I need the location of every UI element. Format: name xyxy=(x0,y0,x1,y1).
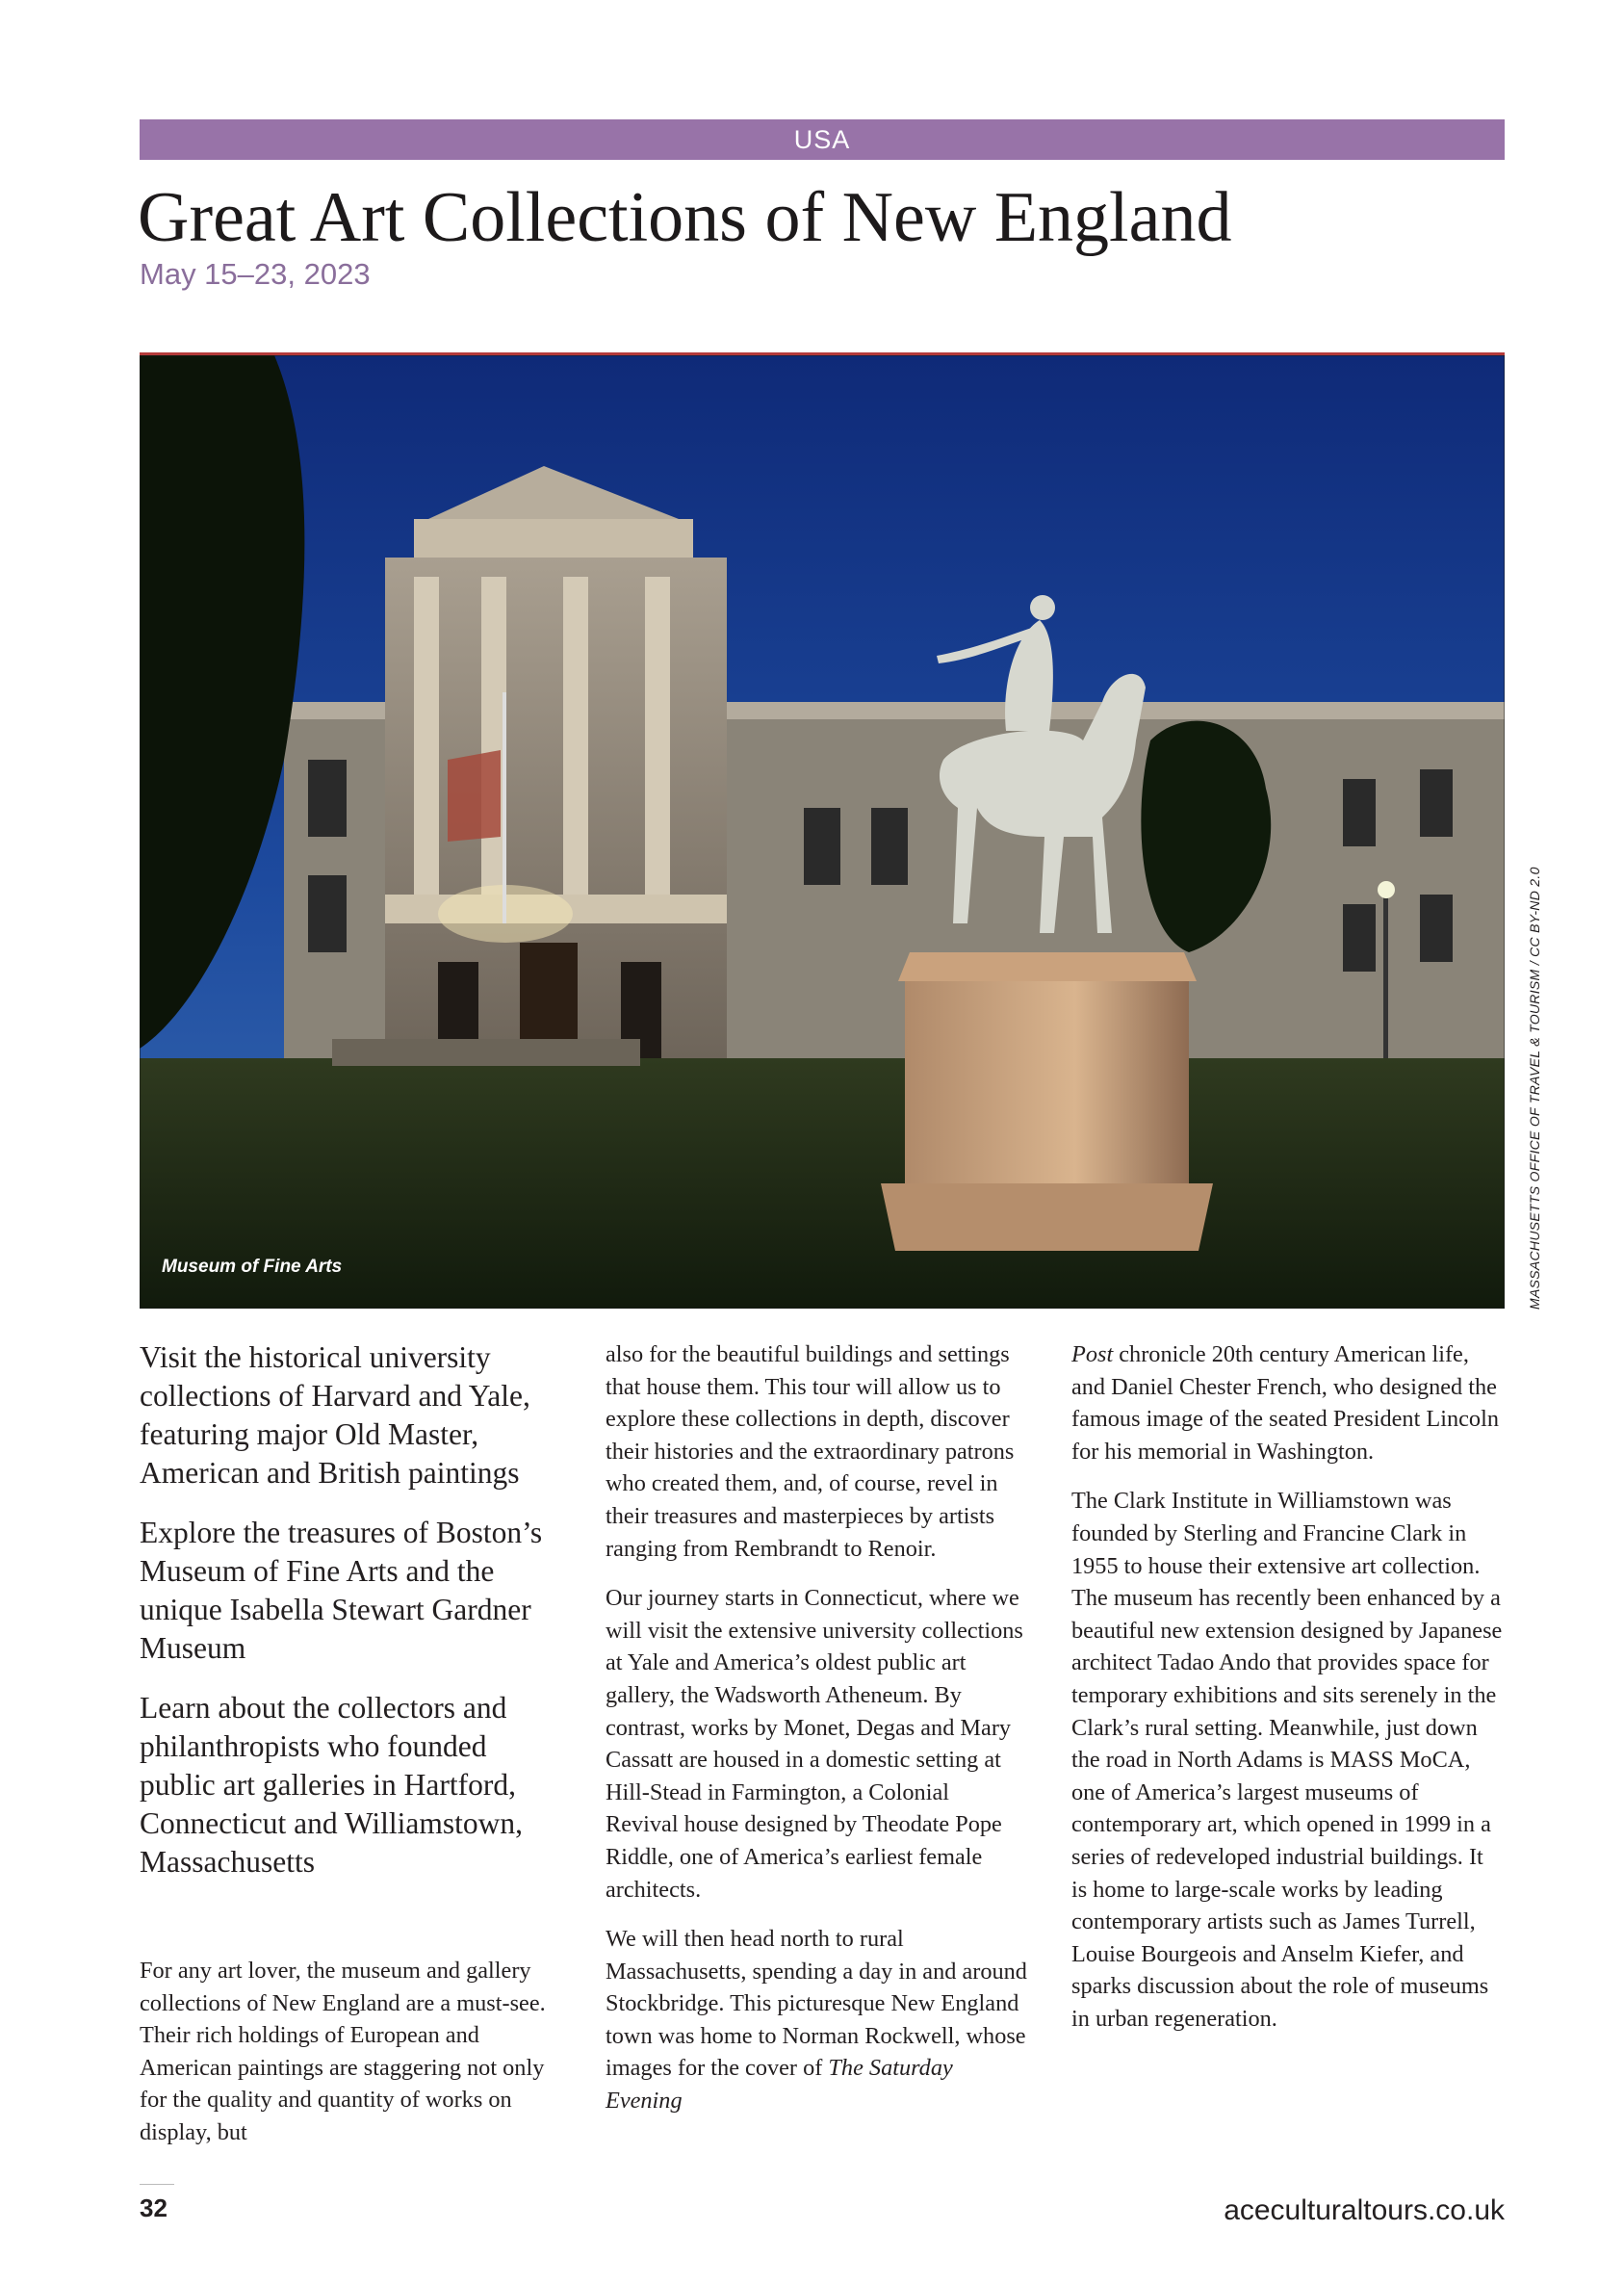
col3-paragraph-1-text: chronicle 20th century American life, and Daniel Chester French, who designed the famous image of the seated President Lincoln for his memorial in Washington. xyxy=(1071,1341,1499,1465)
museum-photo xyxy=(140,352,1505,1309)
region-band xyxy=(140,119,1505,160)
col3-paragraph-2: The Clark Institute in Williamstown was founded by Sterling and Francine Clark in 1955 to house their extensive art collection. The museum has recently been enhanced by a beautiful new extension designed by Japanese architect Tadao Ando that provides space for temporary exhibitions and sits serenely in the Clark’s rural setting. Meanwhile, just down the road in North Adams is MASS MoCA, one of America’s largest museums of contemporary art, which opened in 1999 in a series of redeveloped industrial buildings. It is home to large-scale works by leading contemporary artists such as James Turrell, Louise Bourgeois and Anselm Kiefer, and sparks discussion about the role of museums in urban regeneration. xyxy=(1071,1488,1503,2032)
museum-photo-illustration xyxy=(140,355,1505,1309)
magazine-title-end: Post xyxy=(1071,1341,1114,1367)
col3-paragraph-1 xyxy=(1071,1338,1505,1467)
footer-rule xyxy=(140,2184,174,2185)
highlight-3: Learn about the collectors and philanthropists who founded public art galleries in Hartford, Connecticut and Williamstown, Massachusetts xyxy=(140,1691,523,1879)
column-3 xyxy=(1071,1338,1505,2052)
tour-dates: May 15–23, 2023 xyxy=(140,257,371,291)
page-number: 32 xyxy=(140,2193,168,2222)
highlight-2: Explore the treasures of Boston’s Museum of Fine Arts and the unique Isabella Stewart Gardner Museum xyxy=(140,1516,543,1665)
col2-paragraph-2: Our journey starts in Connecticut, where we will visit the extensive university collections at Yale and America’s oldest public art gallery, the Wadsworth Atheneum. By contrast, works by Monet, Degas and Mary Cassatt are housed in a domestic setting at Hill-Stead in Farmington, a Colonial Revival house designed by Theodate Pope Riddle, one of America’s earliest female architects. xyxy=(606,1585,1023,1903)
col2-paragraph-3-text: We will then head north to rural Massachusetts, spending a day in and around Stockbridge. This picturesque New England town was home to Norman Rockwell, whose images for the cover of xyxy=(606,1926,1027,2082)
magazine-title: The Saturday Evening xyxy=(606,2055,953,2115)
region-label: USA xyxy=(793,125,851,154)
col2-paragraph-3 xyxy=(606,1923,1027,2117)
column-1 xyxy=(140,1338,559,2145)
intro-paragraph: For any art lover, the museum and gallery collections of New England are a must-see. Their rich holdings of European and American paintings are staggering not only for the quality and quantity of works on display, but xyxy=(140,1958,546,2145)
column-2 xyxy=(606,1338,1027,2135)
highlight-1: Visit the historical university collections of Harvard and Yale, featuring major Old Master, American and British paintings xyxy=(140,1340,530,1490)
website-url: aceculturaltours.co.uk xyxy=(1224,2194,1505,2226)
photo-caption: Museum of Fine Arts xyxy=(162,1257,343,1277)
col2-paragraph-1: also for the beautiful buildings and settings that house them. This tour will allow us to explore these collections in depth, discover their histories and the extraordinary patrons who created them, and, of course, revel in their treasures and masterpieces by artists ranging from Rembrandt to Renoir. xyxy=(606,1341,1015,1562)
photo-credit: MASSACHUSETTS OFFICE OF TRAVEL & TOURISM / CC BY-ND 2.0 xyxy=(1527,867,1542,1310)
page-title: Great Art Collections of New England xyxy=(138,178,1232,257)
